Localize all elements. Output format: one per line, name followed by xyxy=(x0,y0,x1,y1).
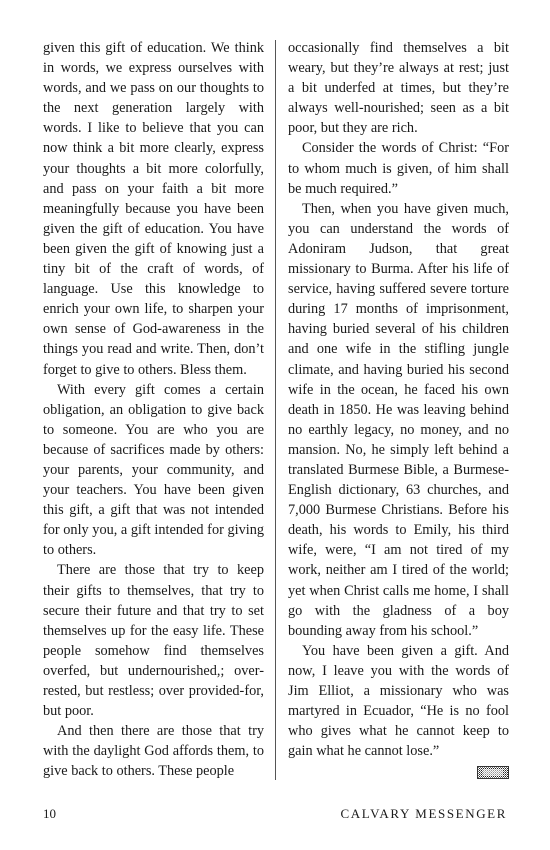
right-column xyxy=(288,38,509,778)
left-column xyxy=(43,38,264,781)
paragraph: You have been given a gift. And now, I leave you with the words of Jim Elliot, a missionary who was martyred in Ecuador, “He is no fool who gives what he cannot keep to gain what he cannot lose.” xyxy=(288,642,509,760)
paragraph: given this gift of education. We think in words, we express ourselves with words, and we pass on our thoughts to the next generation largely with words. I like to believe that you can now think a bit more clearly, express your thoughts a bit more colorfully, and pass on your faith a bit more meaningfully because you have been given the gift of education. You have been given the gift of knowing just a tiny bit of the craft of words, of language. Use this knowledge to enrich your own life, to sharpen your own sense of God-awareness in the things you read and write. Then, don’t forget to give to others. Bless them. xyxy=(43,40,264,378)
paragraph: Consider the words of Christ: “For to whom much is given, of him shall be much required.” xyxy=(288,140,509,197)
page-number: 10 xyxy=(43,806,56,821)
paragraph: With every gift comes a certain obligation, an obligation to give back to someone. You are who you are because of sacrifices made by others: your parents, your community, and your teachers. You have been given this gift, a gift that was not intended for only you, a gift intended for giving to others. xyxy=(43,381,264,559)
column-divider xyxy=(275,40,276,780)
end-mark-icon xyxy=(477,765,509,778)
running-title: CALVARY MESSENGER xyxy=(340,806,507,821)
paragraph: There are those that try to keep their gifts to themselves, that try to secure their future and that try to set themselves up for the easy life. These people somehow find themselves overfed, but undernourished,; over-rested, but restless; over provided-for, but poor. xyxy=(43,562,264,720)
paragraph: occasionally find themselves a bit weary, but they’re always at rest; just a bit underfed at times, but they’re always well-nourished; seen as a bit poor, but they are rich. xyxy=(288,40,509,137)
paragraph: And then there are those that try with the daylight God affords them, to give back to others. These people xyxy=(43,723,264,780)
paragraph: Then, when you have given much, you can understand the words of Adoniram Judson, that great missionary to Burma. After his life of service, having suffered severe torture during 17 months of imprisonment, having buried several of his children and one wife in the stifling jungle climate, and having buried his second wife in the ocean, he faced his own death in 1850. He was leaving behind no earthly legacy, no money, and no mansion. No, he simply left behind a translated Burmese Bible, a Burmese-English dictionary, 63 churches, and 7,000 Burmese Christians. Before his death, his words to Emily, his third wife, were, “I am not tired of my work, neither am I tired of the world; yet when Christ calls me home, I shall go with the gladness of a boy bounding away from his school.” xyxy=(288,200,509,639)
